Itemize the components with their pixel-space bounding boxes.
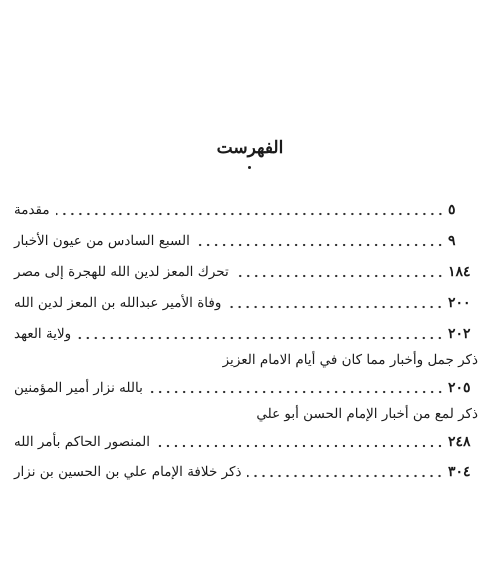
toc-entry-title: ذكر خلافة الإمام علي بن الحسين بن نزار <box>14 464 242 480</box>
toc-section-heading: ذكر جمل وأخبار مما كان في أيام الامام العزيز <box>222 352 478 368</box>
toc-entry-title: وفاة الأمير عبدالله بن المعز لدين الله <box>14 295 222 311</box>
toc-entry-title: ولاية العهد <box>14 326 72 342</box>
toc-entry <box>14 322 478 344</box>
toc-entry-page: ٩ <box>448 233 456 249</box>
toc-entry-title: مقدمة <box>14 202 50 218</box>
title-ornament-dot <box>248 166 251 169</box>
toc-entry-page: ٥ <box>448 202 456 218</box>
leader-dots <box>56 203 444 216</box>
leader-dots <box>77 327 444 340</box>
toc-entry-page: ٢٠٠ <box>448 295 471 311</box>
toc-entry <box>14 460 478 482</box>
page-title: الفهرست <box>216 138 284 158</box>
toc-entry-page: ١٨٤ <box>448 264 471 280</box>
leader-dots <box>196 234 444 247</box>
leader-dots <box>235 265 444 278</box>
toc-entry <box>14 260 478 282</box>
toc-entry <box>14 430 478 452</box>
toc-entry <box>14 229 478 251</box>
leader-dots <box>149 381 444 394</box>
toc-entry-page: ٢٠٥ <box>448 380 471 396</box>
toc-entry-page: ٣٠٤ <box>448 464 471 480</box>
toc-entry-title: بالله نزار أمير المؤمنين <box>14 380 143 396</box>
toc-entry-page: ٢٠٢ <box>448 326 471 342</box>
toc-entry <box>14 291 478 313</box>
toc-entry-title: السبع السادس من عيون الأخبار <box>14 233 190 249</box>
toc-entry-page: ٢٤٨ <box>448 434 471 450</box>
leader-dots <box>247 465 444 478</box>
toc-entry <box>14 376 478 398</box>
toc-section-heading: ذكر لمع من أخبار الإمام الحسن أبو علي <box>256 406 478 422</box>
leader-dots <box>227 296 444 309</box>
toc-entry-title: تحرك المعز لدين الله للهجرة إلى مصر <box>14 264 229 280</box>
leader-dots <box>156 435 444 448</box>
toc-entry <box>14 198 478 220</box>
toc-entry-title: المنصور الحاكم بأمر الله <box>14 434 151 450</box>
